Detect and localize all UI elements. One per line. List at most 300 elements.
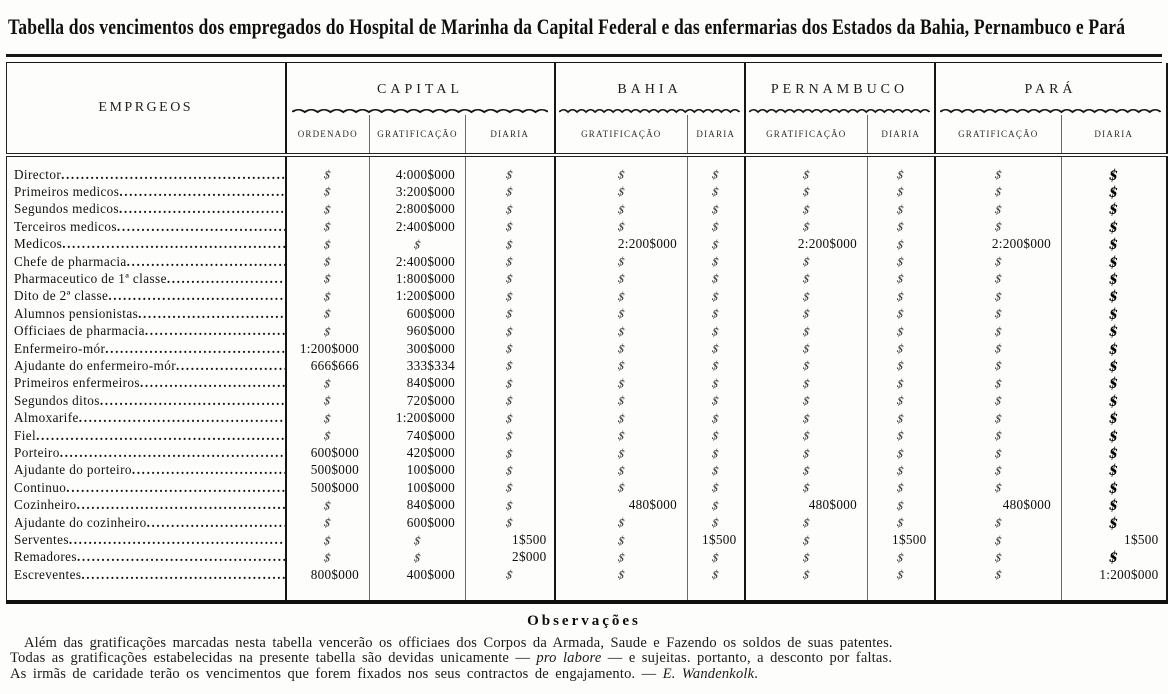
cifrao-mark: $ xyxy=(616,393,626,409)
empty-cell-mark xyxy=(935,514,1062,531)
job-cell xyxy=(7,566,286,601)
table-row xyxy=(7,392,1167,409)
value-cell xyxy=(555,497,688,514)
money-value: 300$000 xyxy=(406,340,455,356)
cifrao-mark: $ xyxy=(711,306,721,322)
empty-cell-mark xyxy=(688,392,745,409)
cifrao-mark: $ xyxy=(616,272,626,287)
empty-cell-mark xyxy=(1062,201,1167,218)
job-cell xyxy=(7,497,286,514)
job-label: Serventes xyxy=(14,532,69,548)
value-cell xyxy=(370,479,466,496)
value-cell xyxy=(370,323,466,340)
empty-cell-mark xyxy=(1062,340,1167,357)
empty-cell-mark xyxy=(868,375,935,392)
empty-cell-mark xyxy=(555,218,688,235)
observations-heading: Observações xyxy=(527,612,641,629)
job-label: Director xyxy=(14,166,62,182)
empty-cell-mark xyxy=(466,445,555,462)
cifrao-mark: $ xyxy=(801,306,811,322)
empty-cell-mark xyxy=(286,514,370,531)
cifrao-mark: $ xyxy=(896,428,906,444)
money-value: 400$000 xyxy=(406,566,455,582)
wavy-rule xyxy=(749,108,929,114)
job-label: Dito de 2ª classe xyxy=(14,288,109,304)
value-cell xyxy=(370,253,466,270)
empty-cell-mark xyxy=(466,410,555,427)
empty-cell-mark xyxy=(745,462,868,479)
cifrao-mark: $ xyxy=(323,376,333,392)
table-row xyxy=(7,410,1167,427)
empty-cell-mark xyxy=(286,323,370,340)
empty-cell-mark xyxy=(935,566,1062,601)
cifrao-mark: $ xyxy=(801,185,811,200)
cifrao-mark: $ xyxy=(896,167,906,183)
cifrao-mark: $ xyxy=(323,202,333,218)
empty-cell-mark xyxy=(286,253,370,270)
cifrao-mark: $ xyxy=(711,254,721,270)
empty-cell-mark xyxy=(935,445,1062,462)
empty-cell-mark xyxy=(466,392,555,409)
empty-cell-mark xyxy=(555,514,688,531)
cifrao-mark: $ xyxy=(896,550,906,566)
job-cell xyxy=(7,445,286,462)
cifrao-mark: $ xyxy=(801,324,811,339)
money-value: 4:000$000 xyxy=(395,166,455,182)
cifrao-mark: $ xyxy=(323,515,333,531)
cifrao-mark: $ xyxy=(323,411,333,426)
dot-leader xyxy=(69,532,285,548)
dot-leader xyxy=(100,393,285,409)
empty-cell-mark xyxy=(868,218,935,235)
cifrao-mark: $ xyxy=(616,167,626,183)
cifrao-mark: $ xyxy=(1108,338,1119,358)
dot-leader xyxy=(176,358,285,374)
empty-cell-mark xyxy=(466,462,555,479)
value-cell xyxy=(370,445,466,462)
empty-cell-mark xyxy=(745,410,868,427)
empty-cell-mark xyxy=(688,270,745,287)
observation-line xyxy=(10,651,1158,667)
empty-cell-mark xyxy=(1062,183,1167,200)
text: Todas as gratificações estabelecidas na presente tabella são devidas unicamente — xyxy=(10,650,537,667)
empty-cell-mark xyxy=(555,288,688,305)
money-value: 1$500 xyxy=(1124,532,1159,548)
money-value: 740$000 xyxy=(406,427,455,443)
empty-cell-mark xyxy=(1062,357,1167,374)
empty-cell-mark xyxy=(935,218,1062,235)
cifrao-mark: $ xyxy=(505,289,515,305)
cifrao-mark: $ xyxy=(896,515,906,531)
empty-cell-mark xyxy=(286,218,370,235)
table-row xyxy=(7,514,1167,531)
empty-cell-mark xyxy=(935,479,1062,496)
empty-cell-mark xyxy=(1062,514,1167,531)
cifrao-mark: $ xyxy=(616,567,626,583)
empty-cell-mark xyxy=(286,375,370,392)
cifrao-mark: $ xyxy=(993,480,1003,496)
empty-cell-mark xyxy=(555,270,688,287)
money-value: 840$000 xyxy=(406,375,455,391)
job-cell xyxy=(7,236,286,253)
cifrao-mark: $ xyxy=(993,376,1003,392)
dot-leader xyxy=(138,306,284,322)
cifrao-mark: $ xyxy=(711,498,721,514)
money-value: 3:200$000 xyxy=(395,183,455,199)
dot-leader xyxy=(127,254,285,270)
empty-cell-mark xyxy=(286,392,370,409)
observations-section xyxy=(10,613,1158,683)
money-value: 600$000 xyxy=(406,514,455,530)
cifrao-mark: $ xyxy=(505,411,515,426)
cifrao-mark: $ xyxy=(505,272,515,287)
job-cell xyxy=(7,410,286,427)
cifrao-mark: $ xyxy=(896,202,906,218)
dot-leader xyxy=(60,445,285,461)
text: Além das gratificações marcadas nesta tabella vencerão os officiaes dos Corpos da Armada, Saude e Fazendo os soldos de suas patentes. xyxy=(24,634,893,651)
value-cell xyxy=(286,462,370,479)
empty-cell-mark xyxy=(688,410,745,427)
empty-cell-mark xyxy=(688,549,745,566)
empty-cell-mark xyxy=(868,479,935,496)
value-cell xyxy=(370,462,466,479)
italic-text: pro labore xyxy=(536,650,602,667)
cifrao-mark: $ xyxy=(323,533,333,548)
value-cell xyxy=(370,201,466,218)
cifrao-mark: $ xyxy=(711,446,721,461)
empty-cell-mark xyxy=(868,566,935,601)
value-cell xyxy=(466,532,555,549)
empty-cell-mark xyxy=(466,497,555,514)
empty-cell-mark xyxy=(688,497,745,514)
empty-cell-mark xyxy=(868,549,935,566)
cifrao-mark: $ xyxy=(323,254,333,270)
table-row xyxy=(7,305,1167,322)
value-cell xyxy=(370,183,466,200)
table-row xyxy=(7,566,1167,601)
italic-text: E. Wandenkolk xyxy=(662,665,755,682)
value-cell xyxy=(555,236,688,253)
cifrao-mark: $ xyxy=(616,306,626,322)
table-header xyxy=(7,63,1167,155)
empty-cell-mark xyxy=(868,155,935,183)
empty-cell-mark xyxy=(286,155,370,183)
cifrao-mark: $ xyxy=(505,498,515,514)
empty-cell-mark xyxy=(555,392,688,409)
cifrao-mark: $ xyxy=(993,324,1003,339)
job-cell xyxy=(7,514,286,531)
cifrao-mark: $ xyxy=(993,272,1003,287)
cifrao-mark: $ xyxy=(896,463,906,479)
empty-cell-mark xyxy=(1062,288,1167,305)
empty-cell-mark xyxy=(555,445,688,462)
empty-cell-mark xyxy=(1062,392,1167,409)
money-value: 2:800$000 xyxy=(395,201,455,217)
cifrao-mark: $ xyxy=(801,272,811,287)
cifrao-mark: $ xyxy=(1108,181,1119,201)
job-label: Almoxarife xyxy=(14,410,79,426)
job-label: Officiaes de pharmacia xyxy=(14,323,145,339)
empty-cell-mark xyxy=(935,288,1062,305)
dot-leader xyxy=(167,271,285,287)
empty-cell-mark xyxy=(555,479,688,496)
cifrao-mark: $ xyxy=(1108,356,1119,375)
empty-cell-mark xyxy=(688,445,745,462)
cifrao-mark: $ xyxy=(616,341,626,357)
cifrao-mark: $ xyxy=(896,272,906,287)
job-label: Alumnos pensionistas xyxy=(14,305,139,321)
empty-cell-mark xyxy=(935,532,1062,549)
value-cell xyxy=(688,532,745,549)
empty-cell-mark xyxy=(868,201,935,218)
cifrao-mark: $ xyxy=(896,219,906,235)
empty-cell-mark xyxy=(1062,462,1167,479)
cifrao-mark: $ xyxy=(801,254,811,270)
empty-cell-mark xyxy=(1062,445,1167,462)
cifrao-mark: $ xyxy=(1108,390,1119,410)
job-label: Segundos medicos xyxy=(14,201,119,217)
text: . xyxy=(754,665,759,682)
value-cell xyxy=(370,566,466,601)
money-value: 800$000 xyxy=(310,566,359,582)
cifrao-mark: $ xyxy=(323,272,333,287)
empty-cell-mark xyxy=(555,427,688,444)
cifrao-mark: $ xyxy=(993,428,1003,444)
cifrao-mark: $ xyxy=(801,219,811,235)
dot-leader xyxy=(117,219,285,235)
cifrao-mark: $ xyxy=(323,289,333,305)
money-value: 1:800$000 xyxy=(395,270,455,286)
empty-cell-mark xyxy=(935,270,1062,287)
cifrao-mark: $ xyxy=(616,428,626,444)
job-label: Cozinheiro xyxy=(14,497,77,513)
value-cell xyxy=(370,340,466,357)
value-cell xyxy=(286,479,370,496)
empty-cell-mark xyxy=(868,462,935,479)
table-row xyxy=(7,427,1167,444)
empty-cell-mark xyxy=(868,323,935,340)
money-value: 1$500 xyxy=(512,532,547,548)
empty-cell-mark xyxy=(466,270,555,287)
empty-cell-mark xyxy=(555,357,688,374)
money-value: 480$000 xyxy=(628,497,678,513)
job-cell xyxy=(7,532,286,549)
money-value: 600$000 xyxy=(310,445,359,460)
table-row xyxy=(7,549,1167,566)
cifrao-mark: $ xyxy=(1108,216,1119,236)
cifrao-mark: $ xyxy=(711,219,721,235)
cifrao-mark: $ xyxy=(993,393,1003,409)
empty-cell-mark xyxy=(868,514,935,531)
value-cell xyxy=(370,514,466,531)
empty-cell-mark xyxy=(745,566,868,601)
cifrao-mark: $ xyxy=(993,463,1003,479)
subheader-capital-ordenado: ORDENADO xyxy=(286,115,370,155)
money-value: 500$000 xyxy=(310,479,359,495)
empty-cell-mark xyxy=(286,410,370,427)
cifrao-mark: $ xyxy=(1108,269,1119,288)
cifrao-mark: $ xyxy=(616,185,626,200)
empty-cell-mark xyxy=(935,253,1062,270)
money-value: 480$000 xyxy=(1002,497,1052,513)
empty-cell-mark xyxy=(688,427,745,444)
cifrao-mark: $ xyxy=(413,533,422,548)
column-group-bahia xyxy=(555,63,745,115)
job-cell xyxy=(7,340,286,357)
cifrao-mark: $ xyxy=(801,202,811,218)
table-row xyxy=(7,218,1167,235)
cifrao-mark: $ xyxy=(801,533,811,548)
empty-cell-mark xyxy=(1062,253,1167,270)
empty-cell-mark xyxy=(286,270,370,287)
empty-cell-mark xyxy=(286,236,370,253)
empty-cell-mark xyxy=(868,288,935,305)
cifrao-mark: $ xyxy=(323,237,333,252)
value-cell xyxy=(745,497,868,514)
value-cell xyxy=(370,305,466,322)
subheader-bahia-gratificacao: GRATIFICAÇÃO xyxy=(555,115,688,155)
money-value: 2:200$000 xyxy=(617,236,678,252)
table-row xyxy=(7,236,1167,253)
cifrao-mark: $ xyxy=(993,202,1003,218)
cifrao-mark: $ xyxy=(1108,512,1119,532)
empty-cell-mark xyxy=(688,183,745,200)
cifrao-mark: $ xyxy=(616,219,626,235)
empty-cell-mark xyxy=(935,305,1062,322)
empty-cell-mark xyxy=(935,462,1062,479)
empty-cell-mark xyxy=(868,392,935,409)
cifrao-mark: $ xyxy=(505,306,515,322)
empty-cell-mark xyxy=(688,236,745,253)
money-value: 666$666 xyxy=(310,357,359,373)
value-cell xyxy=(370,288,466,305)
value-cell xyxy=(1062,566,1167,601)
cifrao-mark: $ xyxy=(896,498,906,514)
empty-cell-mark xyxy=(466,566,555,601)
empty-cell-mark xyxy=(466,218,555,235)
empty-cell-mark xyxy=(688,479,745,496)
empty-cell-mark xyxy=(555,340,688,357)
text: As irmãs de caridade terão os vencimentos que forem fixados nos seus contractos de engajamento. — xyxy=(10,665,663,682)
empty-cell-mark xyxy=(745,288,868,305)
cifrao-mark: $ xyxy=(711,550,721,566)
subheader-capital-diaria: DIARIA xyxy=(466,115,555,155)
job-label: Fiel xyxy=(14,427,37,443)
cifrao-mark: $ xyxy=(896,254,906,270)
job-cell xyxy=(7,155,286,183)
empty-cell-mark xyxy=(1062,218,1167,235)
column-group-para xyxy=(935,63,1167,115)
empty-cell-mark xyxy=(1062,479,1167,496)
money-value: 2$000 xyxy=(512,549,547,565)
dot-leader xyxy=(119,184,284,200)
value-cell xyxy=(370,392,466,409)
cifrao-mark: $ xyxy=(801,567,811,583)
cifrao-mark: $ xyxy=(616,411,626,426)
cifrao-mark: $ xyxy=(993,533,1003,548)
table-row xyxy=(7,532,1167,549)
empty-cell-mark xyxy=(466,357,555,374)
cifrao-mark: $ xyxy=(616,254,626,270)
table-row xyxy=(7,357,1167,374)
job-label: Terceiros medicos xyxy=(14,218,117,234)
empty-cell-mark xyxy=(935,340,1062,357)
cifrao-mark: $ xyxy=(1108,408,1119,427)
cifrao-mark: $ xyxy=(505,359,515,374)
cifrao-mark: $ xyxy=(711,567,721,583)
empty-cell-mark xyxy=(745,218,868,235)
empty-cell-mark xyxy=(286,497,370,514)
money-value: 100$000 xyxy=(406,479,455,495)
group-label: BAHIA xyxy=(617,82,682,97)
job-cell xyxy=(7,479,286,496)
cifrao-mark: $ xyxy=(711,376,721,392)
cifrao-mark: $ xyxy=(896,306,906,322)
empty-cell-mark xyxy=(286,427,370,444)
empty-cell-mark xyxy=(466,514,555,531)
money-value: 1$500 xyxy=(892,532,927,548)
empty-cell-mark xyxy=(935,357,1062,374)
money-value: 333$334 xyxy=(406,357,455,373)
empty-cell-mark xyxy=(286,532,370,549)
text: — e sujeitas. portanto, a desconto por faltas. xyxy=(601,650,893,667)
dot-leader xyxy=(66,480,284,496)
wavy-rule xyxy=(292,108,548,114)
cifrao-mark: $ xyxy=(896,393,906,409)
subheader-para-diaria: DIARIA xyxy=(1062,115,1167,155)
job-cell xyxy=(7,305,286,322)
job-cell xyxy=(7,253,286,270)
table-row xyxy=(7,183,1167,200)
empty-cell-mark xyxy=(466,479,555,496)
cifrao-mark: $ xyxy=(1108,303,1119,323)
subheader-pernambuco-diaria: DIARIA xyxy=(868,115,935,155)
dot-leader xyxy=(61,167,284,183)
empty-cell-mark xyxy=(745,201,868,218)
cifrao-mark: $ xyxy=(711,167,721,183)
job-label: Enfermeiro-mór xyxy=(14,340,106,356)
empty-cell-mark xyxy=(688,514,745,531)
cifrao-mark: $ xyxy=(505,567,515,583)
empty-cell-mark xyxy=(555,549,688,566)
empty-cell-mark xyxy=(935,549,1062,566)
money-value: 960$000 xyxy=(406,323,455,339)
value-cell xyxy=(370,270,466,287)
cifrao-mark: $ xyxy=(801,359,811,374)
empty-cell-mark xyxy=(466,323,555,340)
observation-line xyxy=(10,667,1158,683)
value-cell xyxy=(935,236,1062,253)
cifrao-mark: $ xyxy=(1108,164,1119,184)
money-value: 1$500 xyxy=(702,532,737,548)
cifrao-mark: $ xyxy=(896,341,906,357)
money-value: 2:400$000 xyxy=(395,218,455,234)
empty-cell-mark xyxy=(286,549,370,566)
empty-cell-mark xyxy=(370,549,466,566)
money-value: 480$000 xyxy=(808,497,858,513)
job-cell xyxy=(7,288,286,305)
value-cell xyxy=(745,236,868,253)
empty-cell-mark xyxy=(466,183,555,200)
empty-cell-mark xyxy=(466,253,555,270)
cifrao-mark: $ xyxy=(323,185,333,200)
cifrao-mark: $ xyxy=(896,480,906,496)
dot-leader xyxy=(145,323,285,339)
cifrao-mark: $ xyxy=(1108,477,1119,497)
empty-cell-mark xyxy=(868,236,935,253)
empty-cell-mark xyxy=(370,532,466,549)
cifrao-mark: $ xyxy=(505,515,515,531)
